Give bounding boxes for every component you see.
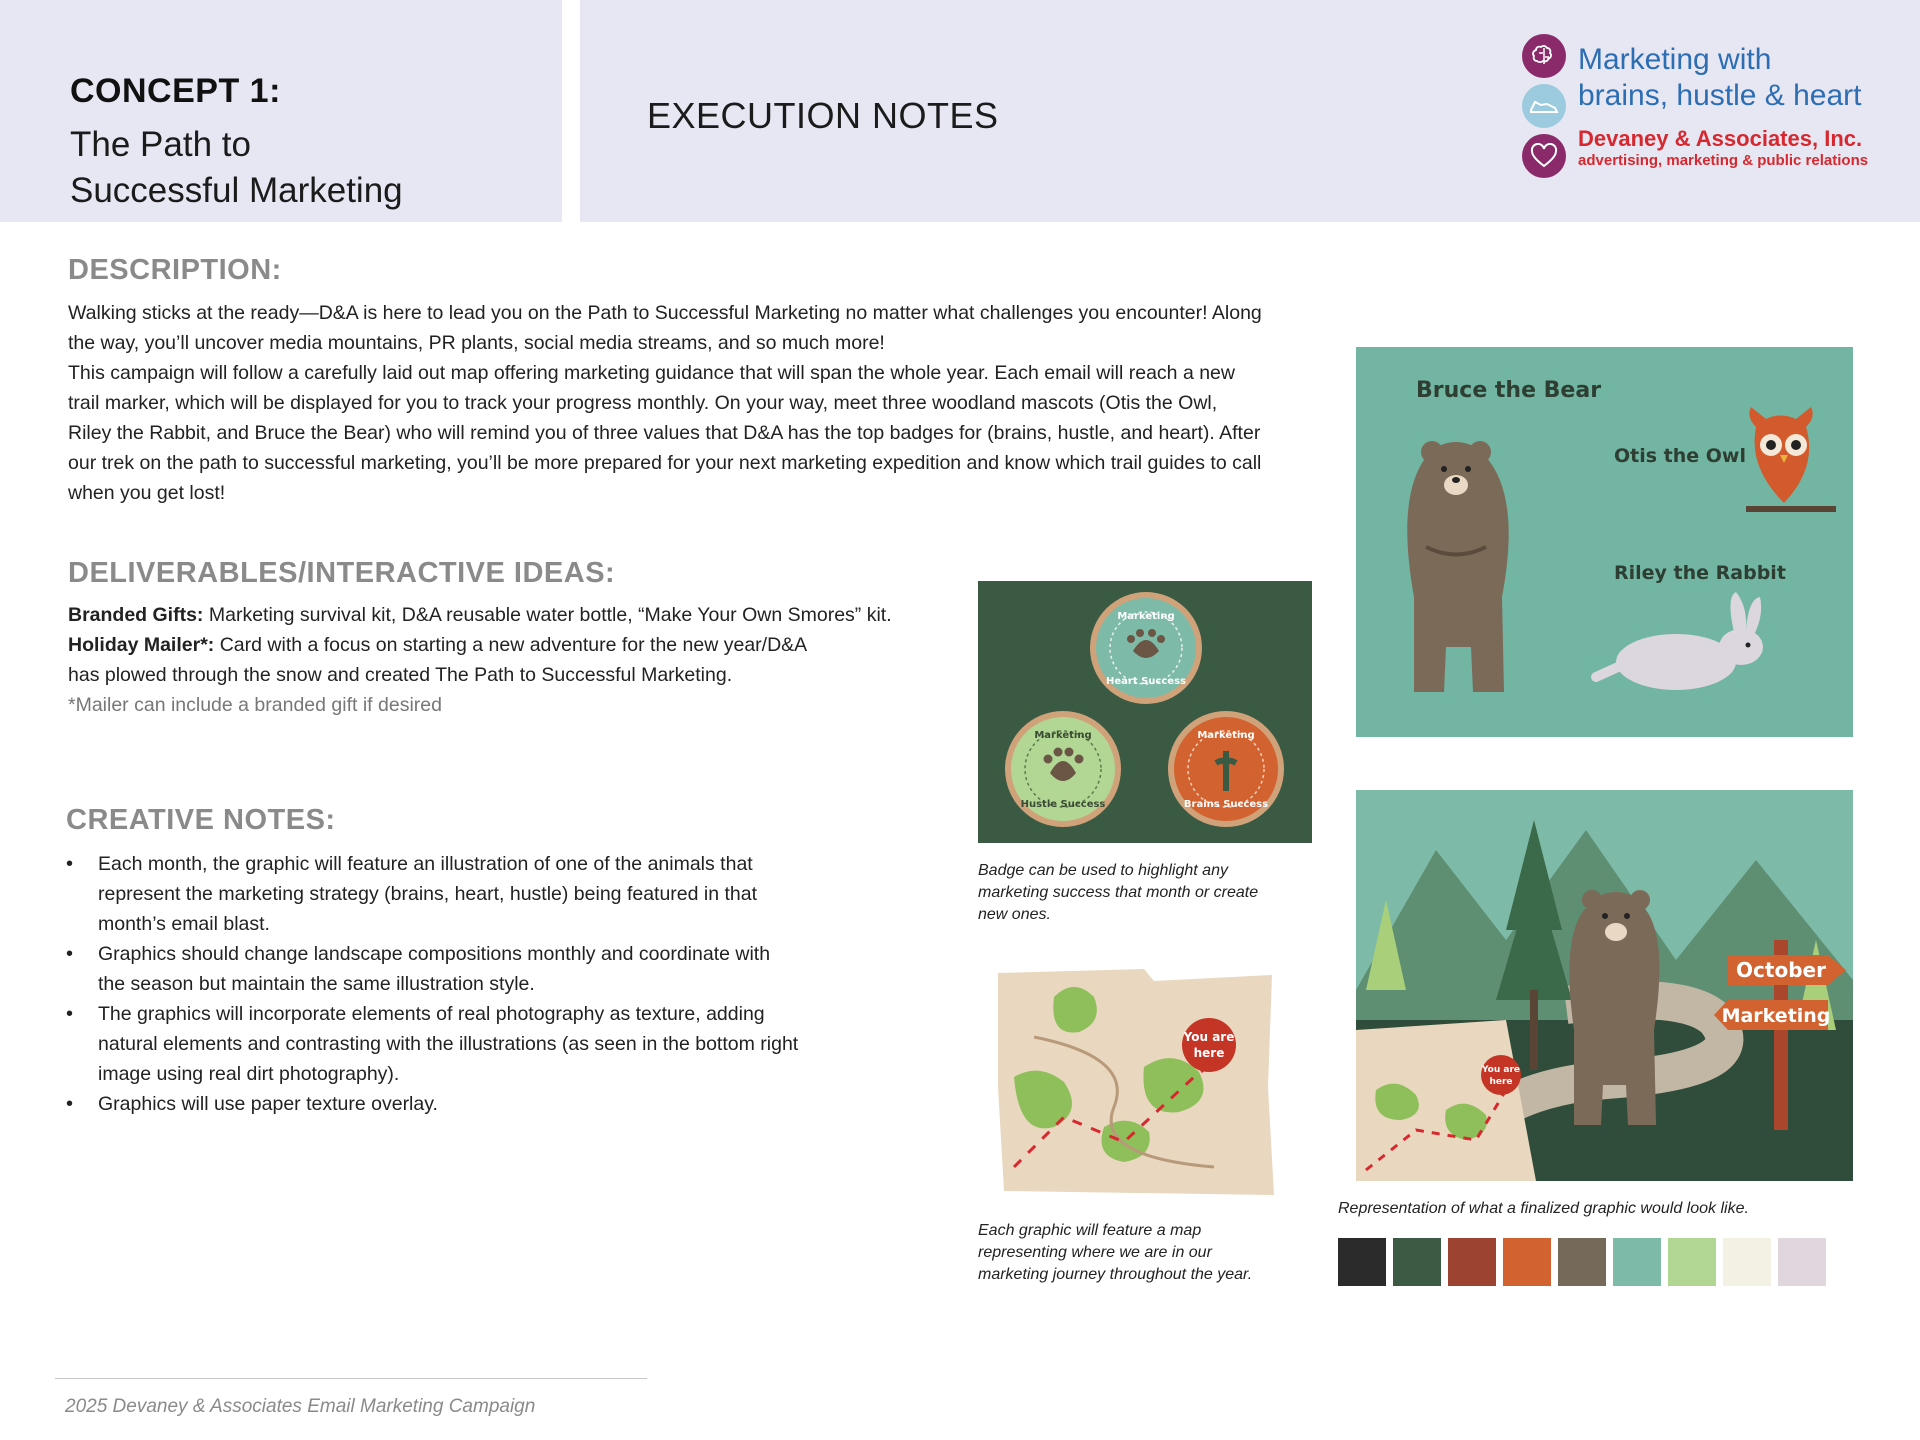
brain-icon xyxy=(1522,34,1566,78)
owl-label: Otis the Owl xyxy=(1614,445,1746,467)
heart-success-badge xyxy=(1090,592,1202,704)
holiday-mailer-line: Holiday Mailer*: Card with a focus on starting a new adventure for the new year/D&A xyxy=(68,634,808,656)
color-swatch xyxy=(1448,1238,1496,1286)
svg-text:You are: You are xyxy=(1481,1065,1521,1075)
heart-icon xyxy=(1522,134,1566,178)
footer-divider xyxy=(55,1378,647,1379)
creative-note-item: • Graphics will use paper texture overlay. xyxy=(66,1089,866,1119)
rabbit-label: Riley the Rabbit xyxy=(1614,562,1786,584)
logo-tagline: Marketing with brains, hustle & heart xyxy=(1578,43,1862,112)
final-map xyxy=(1356,1020,1536,1181)
map-illustration xyxy=(994,967,1276,1199)
color-swatch xyxy=(1723,1238,1771,1286)
footer-text: 2025 Devaney & Associates Email Marketing Campaign xyxy=(65,1396,536,1417)
creative-notes-list xyxy=(66,849,866,1119)
svg-text:Hustle Success: Hustle Success xyxy=(1020,799,1106,810)
final-graphic-caption: Representation of what a finalized graphic would look like. xyxy=(1338,1200,1749,1217)
color-swatch xyxy=(1613,1238,1661,1286)
creative-note-item: • Graphics should change landscape compositions monthly and coordinate with the season but maintain the same illustration style. xyxy=(66,939,866,999)
holiday-mailer-line-2: has plowed through the snow and created The Path to Successful Marketing. xyxy=(68,664,733,686)
logo-subline: advertising, marketing & public relations xyxy=(1578,152,1869,169)
svg-text:here: here xyxy=(1489,1077,1513,1087)
color-swatch xyxy=(1503,1238,1551,1286)
final-graphic-illustration xyxy=(1356,790,1853,1181)
svg-text:Marketing: Marketing xyxy=(1197,730,1255,741)
execution-notes-title: EXECUTION NOTES xyxy=(647,95,999,136)
sneaker-icon xyxy=(1522,84,1566,128)
color-swatch xyxy=(1393,1238,1441,1286)
hustle-success-badge xyxy=(1005,711,1121,827)
badges-caption: Badge can be used to highlight any marketing success that month or create new ones. xyxy=(978,862,1259,923)
logo-company-name: Devaney & Associates, Inc. xyxy=(1578,126,1863,151)
creative-note-item: • Each month, the graphic will feature an illustration of one of the animals that represent the marketing strategy (brains, heart, hustle) being featured in that month’s email blast. xyxy=(66,849,866,939)
svg-text:Heart Success: Heart Success xyxy=(1106,676,1186,687)
svg-text:You are: You are xyxy=(1183,1030,1235,1044)
svg-text:Marketing: Marketing xyxy=(1034,730,1092,741)
badges-illustration xyxy=(978,581,1312,843)
concept-title xyxy=(70,122,403,214)
brains-success-badge xyxy=(1168,711,1284,827)
description-body xyxy=(68,298,1263,508)
mailer-footnote: *Mailer can include a branded gift if desired xyxy=(68,694,442,716)
color-swatch xyxy=(1778,1238,1826,1286)
description-para-2: This campaign will follow a carefully laid out map offering marketing guidance that will span the whole year. Each email will reach a new trail marker, which will be displayed for you to track your progress monthly. On your way, meet three woodland mascots (Otis the Owl, Riley the Rabbit, and Bruce the Bear) who will remind you of three values that D&A has the top badges for (brains, hustle, and heart). After our trek on the path to successful marketing, you’ll be more prepared for your next marketing expedition and know which trail guides to call when you get lost! xyxy=(68,362,1262,504)
svg-text:Brains Success: Brains Success xyxy=(1183,799,1269,810)
creative-note-item: • The graphics will incorporate elements of real photography as texture, adding natural elements and contrasting with the illustrations (as seen in the bottom right image using real dirt photography). xyxy=(66,999,866,1089)
deliverables-heading: DELIVERABLES/INTERACTIVE IDEAS: xyxy=(68,557,616,589)
description-para-1: Walking sticks at the ready—D&A is here to lead you on the Path to Successful Marketing no matter what challenges you encounter! Along the way, you’ll uncover media mountains, PR plants, social media streams, and so much more! xyxy=(68,302,1262,354)
color-swatch xyxy=(1558,1238,1606,1286)
description-heading: DESCRIPTION: xyxy=(68,254,282,286)
color-swatch xyxy=(1338,1238,1386,1286)
bear-label: Bruce the Bear xyxy=(1416,378,1602,403)
svg-text:Marketing: Marketing xyxy=(1721,1005,1831,1027)
you-are-here-marker xyxy=(1182,1018,1236,1072)
concept-number: CONCEPT 1: xyxy=(70,72,281,110)
creative-notes-heading: CREATIVE NOTES: xyxy=(66,804,336,836)
characters-illustration xyxy=(1356,347,1853,737)
concept-title-line2: Successful Marketing xyxy=(70,171,403,210)
svg-text:Marketing: Marketing xyxy=(1117,611,1175,622)
color-swatch xyxy=(1668,1238,1716,1286)
svg-text:October: October xyxy=(1736,958,1826,982)
map-caption: Each graphic will feature a map representing where we are in our marketing journey throughout the year. xyxy=(978,1222,1253,1283)
svg-text:here: here xyxy=(1193,1046,1225,1060)
branded-gifts-line: Branded Gifts: Marketing survival kit, D&A reusable water bottle, “Make Your Own Smores” kit. xyxy=(68,604,892,626)
concept-title-line1: The Path to xyxy=(70,125,251,164)
deliverables-body xyxy=(68,600,968,720)
